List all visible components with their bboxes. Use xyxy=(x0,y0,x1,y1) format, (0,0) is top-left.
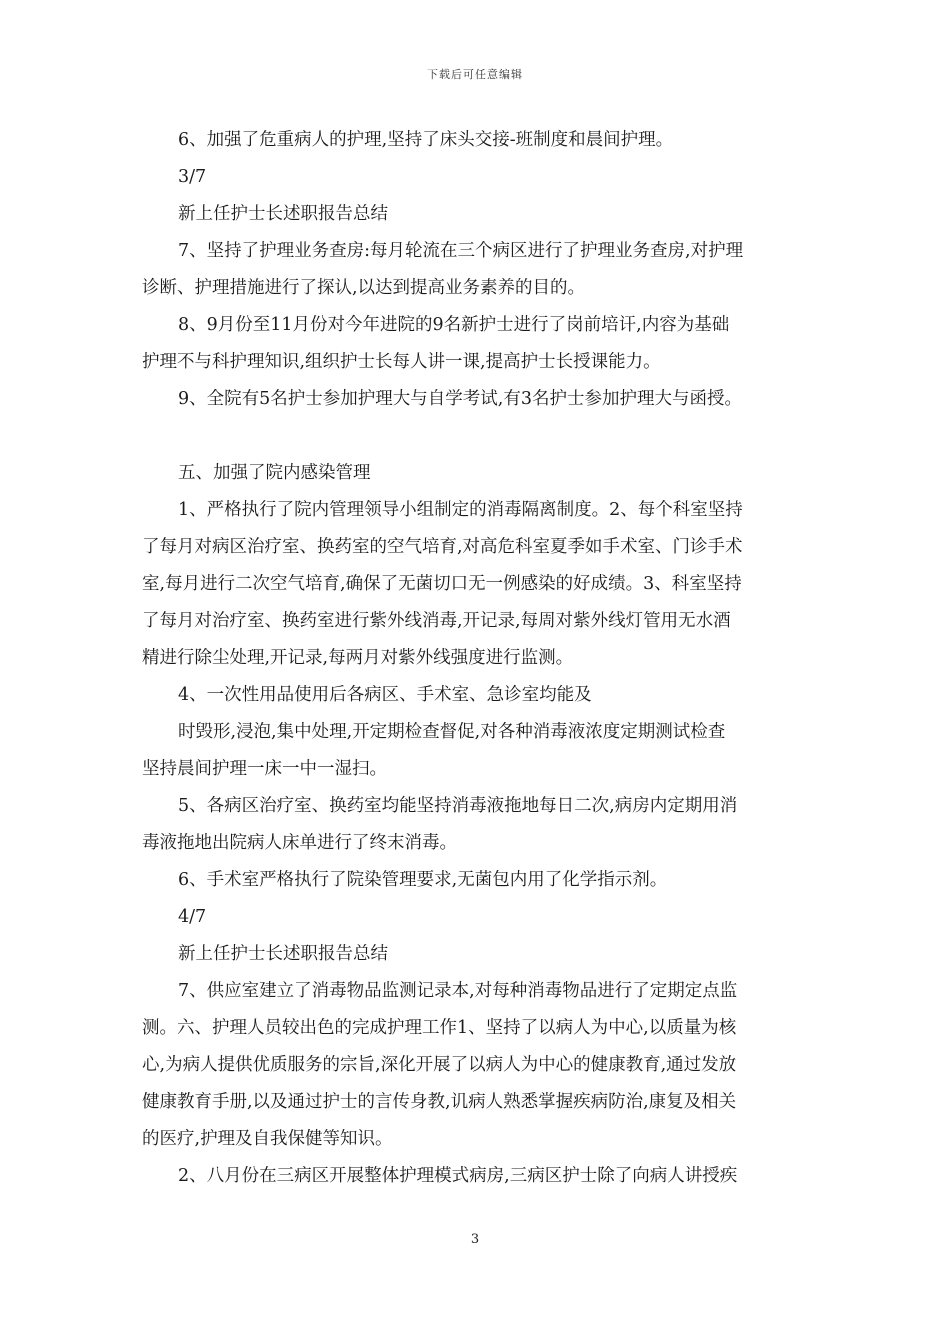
paragraph-line: 2、八月份在三病区开展整体护理模式病房,三病区护士除了向病人讲授疾 xyxy=(178,1166,738,1186)
paragraph-line: 诊断、护理措施进行了探认,以达到提高业务素养的目的。 xyxy=(142,278,586,298)
section-heading: 五、加强了院内感染管理 xyxy=(178,463,371,483)
page-header-note: 下载后可任意编辑 xyxy=(427,68,523,81)
document-body xyxy=(142,122,808,1195)
page-marker: 3/7 xyxy=(178,167,207,187)
paragraph-line: 了每月对治疗室、换药室进行紫外线消毒,开记录,每周对紫外线灯管用无水酒 xyxy=(142,611,731,631)
paragraph-line: 9、全院有5名护士参加护理大与自学考试,有3名护士参加护理大与函授。 xyxy=(178,389,742,409)
paragraph-line: 6、加强了危重病人的护理,坚持了床头交接-班制度和晨间护理。 xyxy=(178,130,674,150)
page-marker: 4/7 xyxy=(178,907,207,927)
paragraph-line: 时毁形,浸泡,集中处理,开定期检查督促,对各种消毒液浓度定期测试检查 xyxy=(178,722,726,742)
section-title: 新上任护士长述职报告总结 xyxy=(178,944,388,964)
paragraph-line: 的医疗,护理及自我保健等知识。 xyxy=(142,1129,393,1149)
paragraph-line: 7、坚持了护理业务查房:每月轮流在三个病区进行了护理业务查房,对护理 xyxy=(178,241,744,261)
paragraph-line: 室,每月进行二次空气培育,确保了无菌切口无一例感染的好成绩。3、科室坚持 xyxy=(142,574,742,594)
paragraph-line: 精进行除尘处理,开记录,每两月对紫外线强度进行监测。 xyxy=(142,648,574,668)
paragraph-line: 测。六、护理人员较出色的完成护理工作1、坚持了以病人为中心,以质量为核 xyxy=(142,1018,737,1038)
paragraph-line: 护理不与科护理知识,组织护士长每人讲一课,提高护士长授课能力。 xyxy=(142,352,661,372)
paragraph-line: 了每月对病区治疗室、换药室的空气培育,对高危科室夏季如手术室、门诊手术 xyxy=(142,537,743,557)
page-number: 3 xyxy=(470,1232,480,1247)
paragraph-line: 6、手术室严格执行了院染管理要求,无菌包内用了化学指示剂。 xyxy=(178,870,668,890)
paragraph-line: 健康教育手册,以及通过护士的言传身教,讥病人熟悉掌握疾病防治,康复及相关 xyxy=(142,1092,737,1112)
paragraph-line: 坚持晨间护理一床一中一湿扫。 xyxy=(142,759,387,779)
blank-line xyxy=(142,418,808,455)
section-title: 新上任护士长述职报告总结 xyxy=(178,204,388,224)
paragraph-line: 心,为病人提供优质服务的宗旨,深化开展了以病人为中心的健康教育,通过发放 xyxy=(142,1055,737,1075)
paragraph-line: 7、供应室建立了消毒物品监测记录本,对每种消毒物品进行了定期定点监 xyxy=(178,981,738,1001)
paragraph-line: 毒液拖地出院病人床单进行了终末消毒。 xyxy=(142,833,457,853)
paragraph-line: 1、严格执行了院内管理领导小组制定的消毒隔离制度。2、每个科室坚持 xyxy=(178,500,743,520)
paragraph-line: 5、各病区治疗室、换药室均能坚持消毒液拖地每日二次,病房内定期用消 xyxy=(178,796,738,816)
paragraph-line: 4、一次性用品使用后各病区、手术室、急诊室均能及 xyxy=(178,685,592,705)
paragraph-line: 8、9月份至11月份对今年进院的9名新护士进行了岗前培讦,内容为基础 xyxy=(178,315,730,335)
